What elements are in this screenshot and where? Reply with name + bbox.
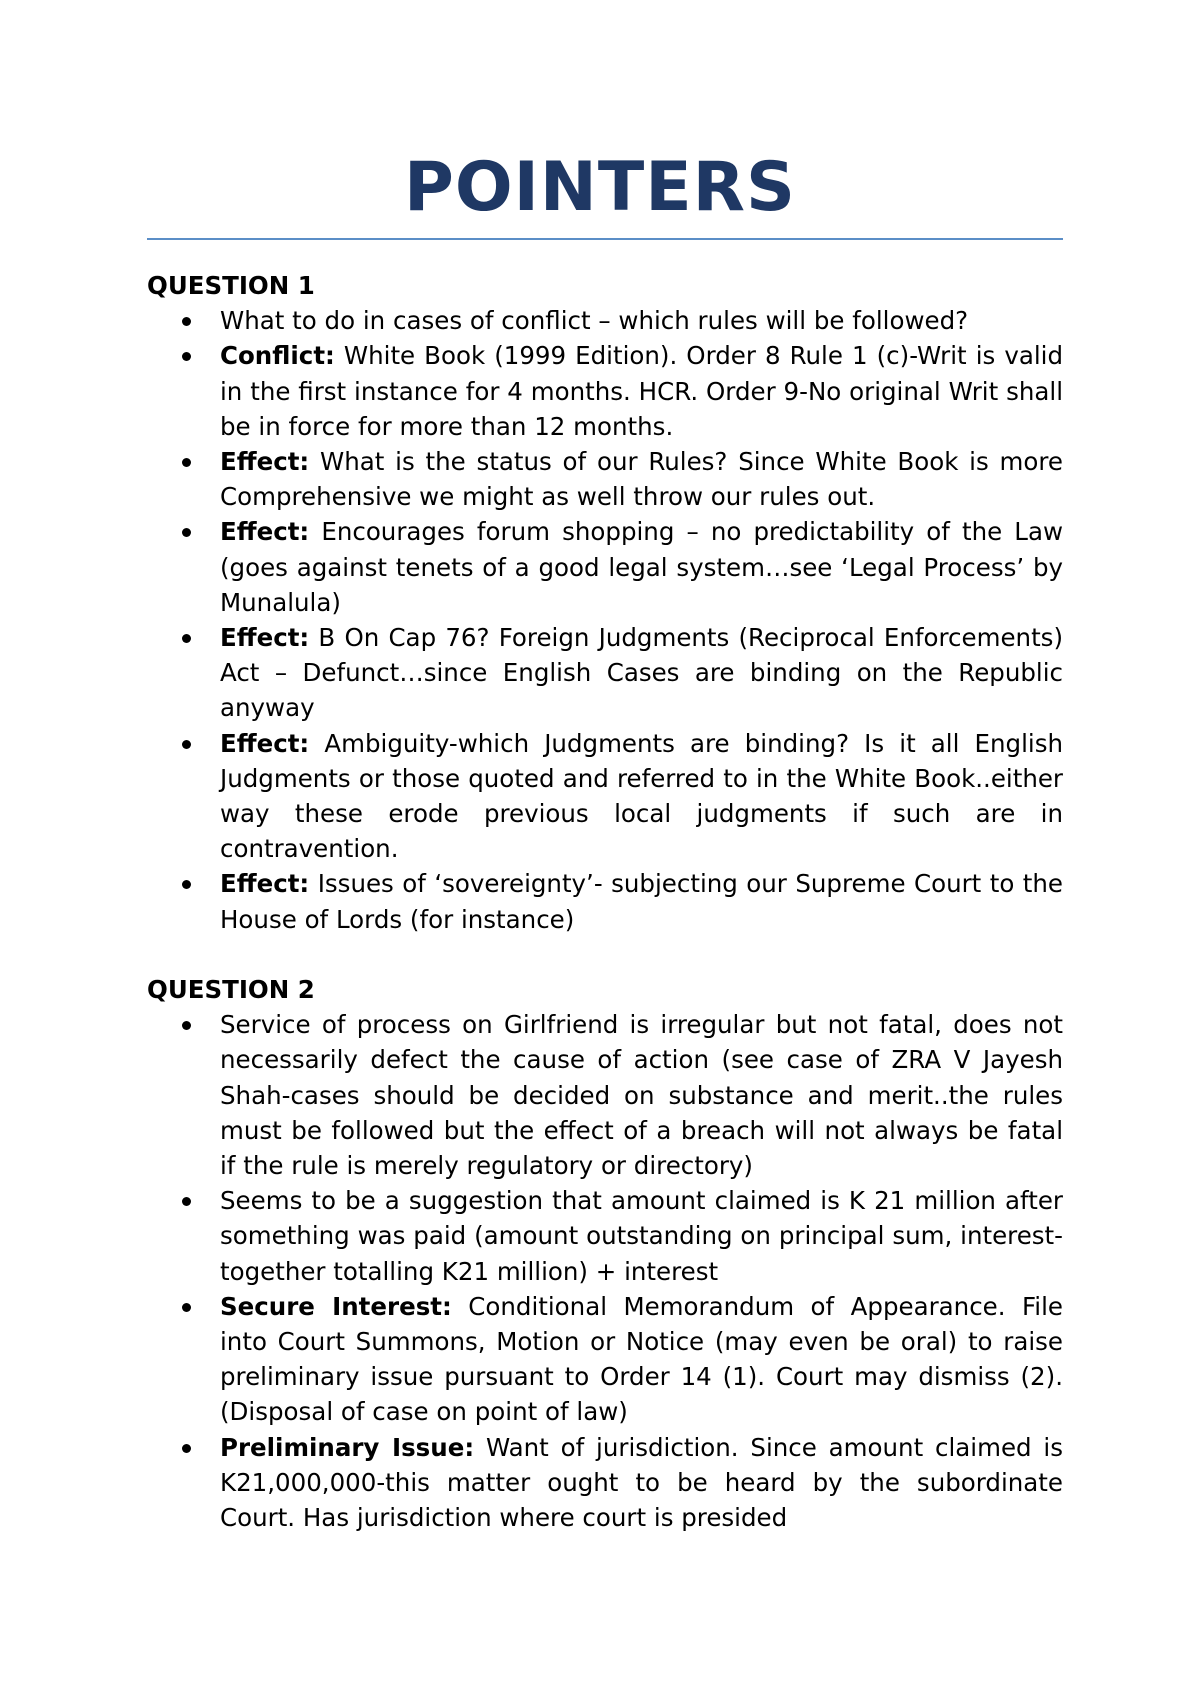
bullet-icon <box>182 1197 191 1206</box>
item-label: Secure Interest: <box>220 1291 452 1321</box>
item-text: Service of process on Girlfriend is irregular but not fatal, does not necessarily defect the cause of action (see case of ZRA V Jayesh Shah-cases should be decided on substance and merit..the rules must be followed but the effect of a breach will not always be fatal if the rule is merely regulatory or directory) <box>220 1010 1063 1181</box>
item-text: Want of jurisdiction. Since amount claimed is K21,000,000-this matter ought to be heard by the subordinate Court. Has jurisdiction where court is presided <box>220 1432 1063 1533</box>
list-item <box>147 1430 1063 1536</box>
list-item <box>147 1007 1063 1183</box>
item-text: Issues of ‘sovereignty’- subjecting our Supreme Court to the House of Lords (for instance) <box>220 869 1063 934</box>
item-label: Effect: <box>220 869 310 899</box>
question-1-list <box>147 303 1063 937</box>
list-item <box>147 303 1063 338</box>
item-text: What is the status of our Rules? Since White Book is more Comprehensive we might as well throw our rules out. <box>220 447 1063 512</box>
bullet-icon <box>182 458 191 467</box>
list-item <box>147 620 1063 726</box>
section-spacer <box>147 937 1063 972</box>
bullet-icon <box>182 1303 191 1312</box>
document-body <box>147 268 1063 1535</box>
item-label: Conflict: <box>220 341 335 371</box>
bullet-icon <box>182 352 191 361</box>
item-text: Conditional Memorandum of Appearance. File into Court Summons, Motion or Notice (may even be oral) to raise preliminary issue pursuant to Order 14 (1). Court may dismiss (2). (Disposal of case on point of law) <box>220 1291 1063 1427</box>
title-divider <box>147 238 1063 240</box>
item-text: Ambiguity-which Judgments are binding? Is it all English Judgments or those quoted and referred to in the White Book..either way these erode previous local judgments if such are in contravention. <box>220 728 1063 864</box>
list-item <box>147 1183 1063 1289</box>
list-item <box>147 444 1063 514</box>
question-2-list <box>147 1007 1063 1535</box>
list-item <box>147 866 1063 936</box>
list-item <box>147 1289 1063 1430</box>
item-label: Effect: <box>220 623 310 653</box>
page-title: POINTERS <box>403 148 797 227</box>
item-text: What to do in cases of conflict – which rules will be followed? <box>220 306 969 336</box>
question-2-heading: QUESTION 2 <box>147 975 315 1005</box>
bullet-icon <box>182 1444 191 1453</box>
bullet-icon <box>182 634 191 643</box>
item-label: Effect: <box>220 517 310 547</box>
list-item <box>147 514 1063 620</box>
item-text: Seems to be a suggestion that amount claimed is K 21 million after something was paid (amount outstanding on principal sum, interest-together totalling K21 million) + interest <box>220 1186 1063 1286</box>
item-text: White Book (1999 Edition). Order 8 Rule 1 (c)-Writ is valid in the first instance for 4 months. HCR. Order 9-No original Writ shall be in force for more than 12 months. <box>220 341 1063 441</box>
bullet-icon <box>182 317 191 326</box>
bullet-icon <box>182 740 191 749</box>
bullet-icon <box>182 528 191 537</box>
bullet-icon <box>182 1021 191 1030</box>
item-label: Effect: <box>220 447 310 476</box>
item-text: B On Cap 76? Foreign Judgments (Reciprocal Enforcements) Act – Defunct…since English Cases are binding on the Republic anyway <box>220 623 1063 723</box>
item-label: Preliminary Issue: <box>220 1432 475 1462</box>
item-label: Effect: <box>220 728 310 758</box>
item-text: Encourages forum shopping – no predictability of the Law (goes against tenets of a good legal system…see ‘Legal Process’ by Munalula) <box>220 517 1063 617</box>
bullet-icon <box>182 880 191 889</box>
question-1-heading: QUESTION 1 <box>147 271 315 300</box>
list-item <box>147 338 1063 444</box>
list-item <box>147 726 1063 867</box>
